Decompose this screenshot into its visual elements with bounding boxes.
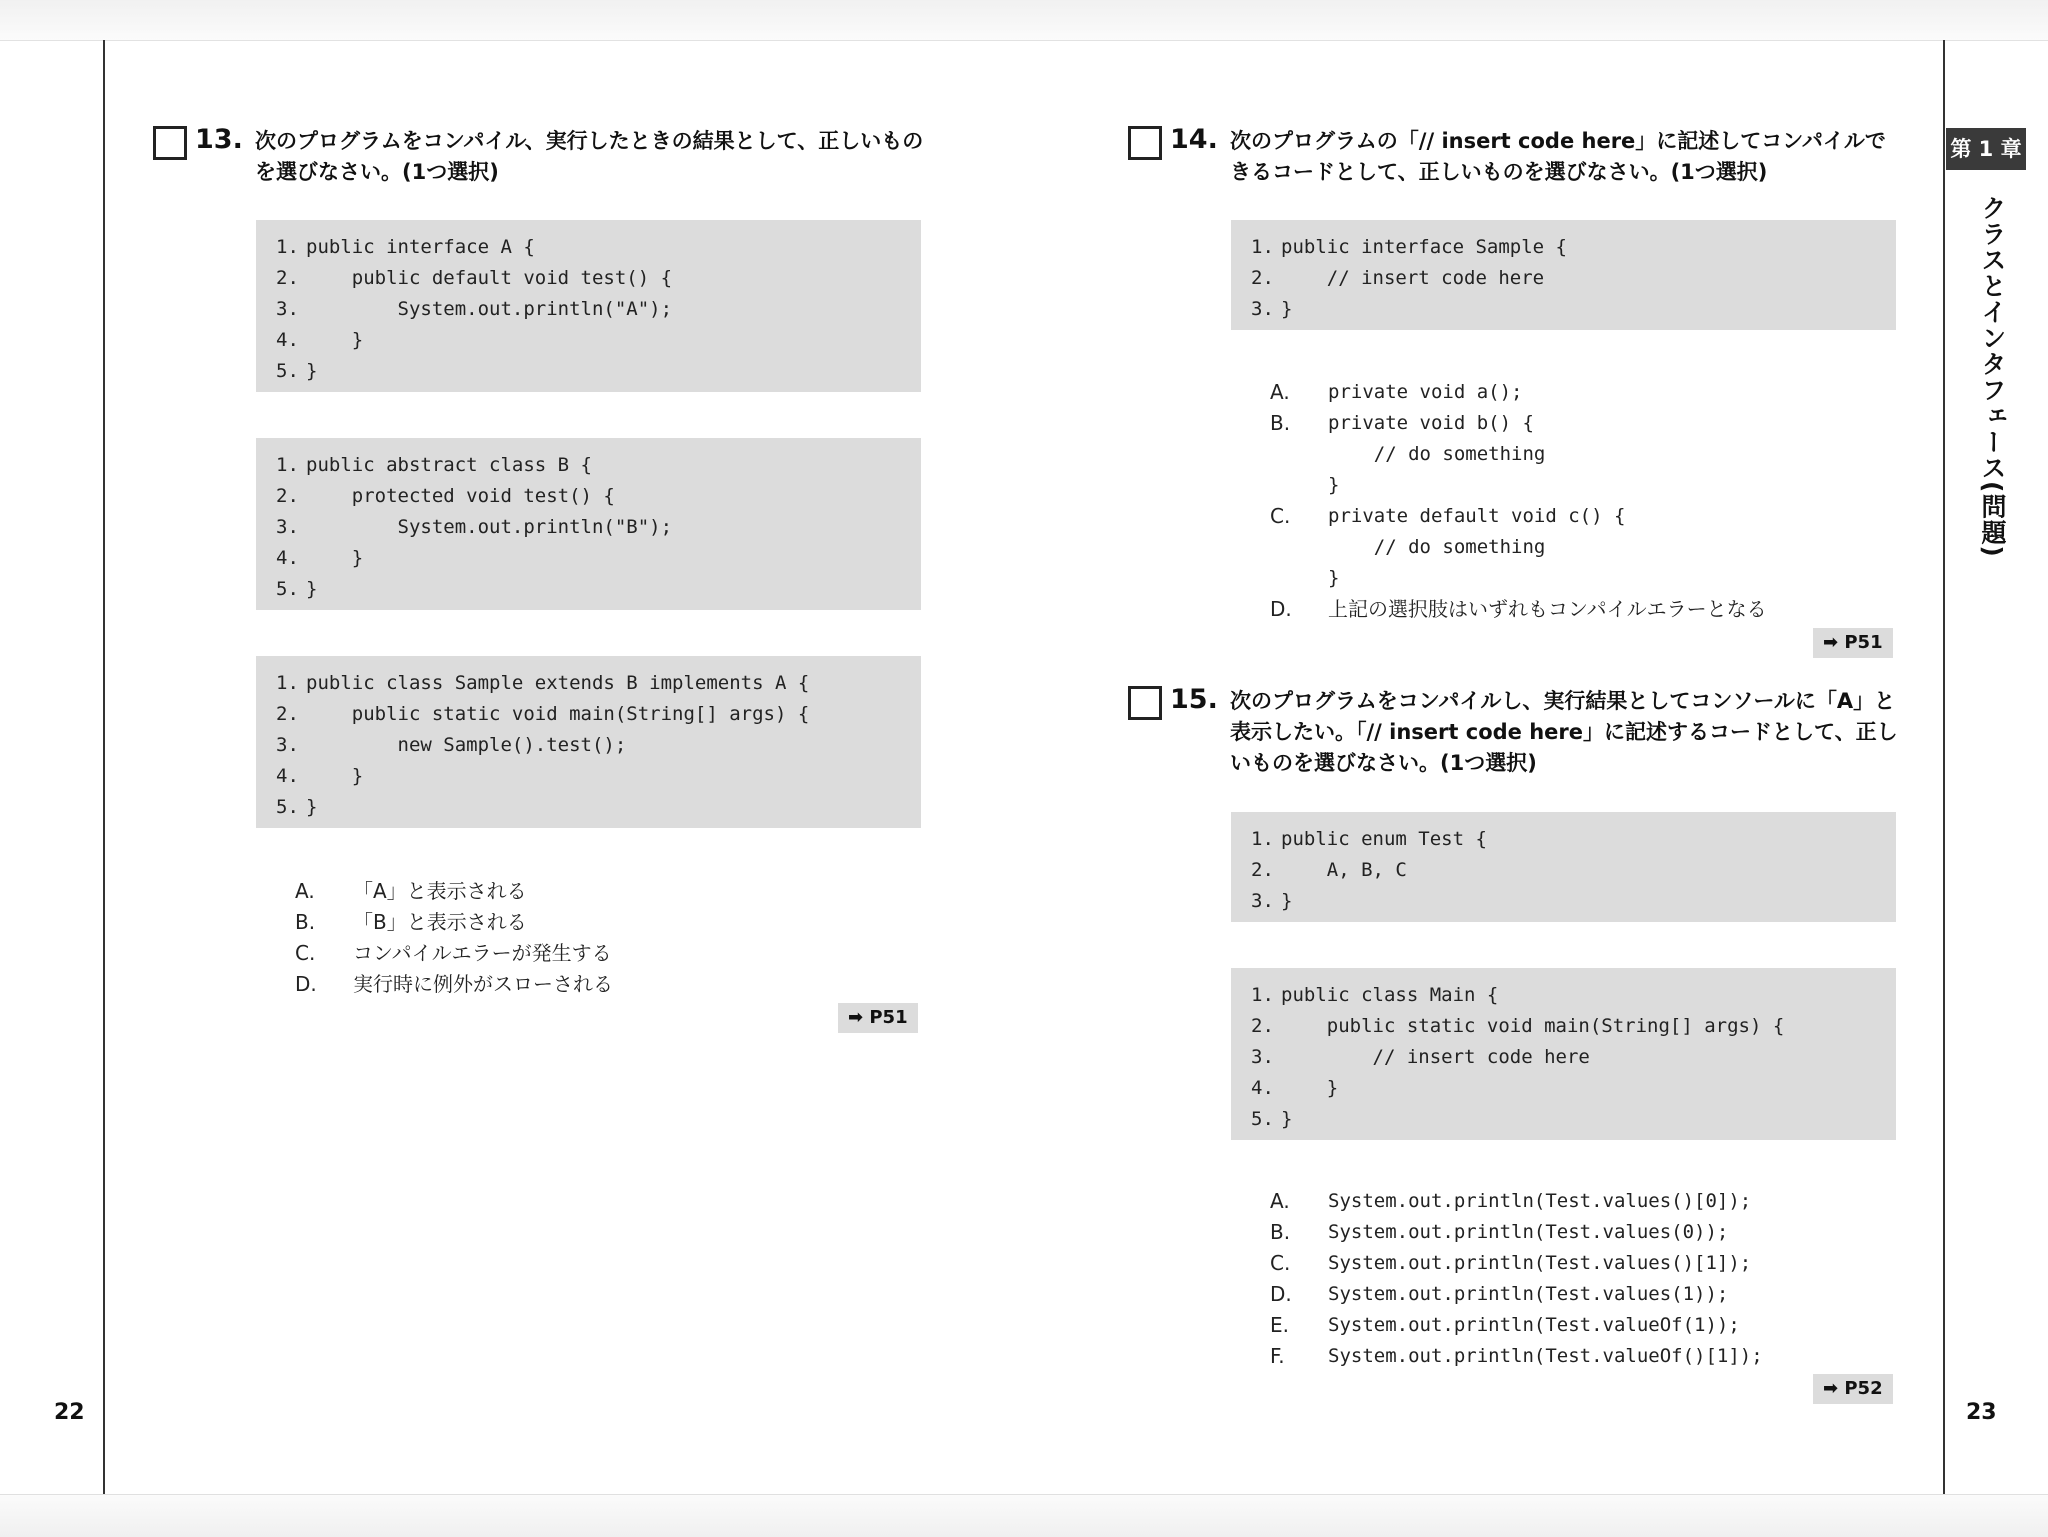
- code-line: [276, 294, 921, 325]
- question-15-text: 次のプログラムをコンパイルし、実行結果としてコンソールに「A」と表示したい。「// insert code here」に記述するコードとして、正しいものを選びなさい。(1つ選択): [1230, 689, 1898, 775]
- option-text: System.out.println(Test.values()[1]);: [1328, 1252, 1752, 1274]
- question-14-checkbox[interactable]: [1128, 126, 1162, 160]
- code-line-number: 3.: [1251, 298, 1274, 320]
- code-line: [276, 699, 921, 730]
- code-line: [1251, 263, 1896, 294]
- code-line-number: 1.: [276, 236, 299, 258]
- code-line: [1251, 294, 1896, 325]
- left-margin-line: [103, 40, 105, 1494]
- answer-option-a[interactable]: [1270, 1186, 1763, 1217]
- code-line-number: 5.: [276, 578, 299, 600]
- q15-answer-ref[interactable]: ➡ P52: [1813, 1374, 1893, 1404]
- option-text: System.out.println(Test.values(1));: [1328, 1283, 1729, 1305]
- page-number-left: 22: [54, 1400, 85, 1425]
- q14-option-b-line-3: }: [1328, 474, 1340, 496]
- answer-option-b[interactable]: [1270, 1217, 1763, 1248]
- option-text: 実行時に例外がスローされる: [353, 972, 613, 996]
- q15-code-block-1: [1231, 812, 1896, 922]
- q14-option-c-line-3: }: [1328, 567, 1340, 589]
- page-number-right: 23: [1966, 1400, 1997, 1425]
- option-label: D.: [295, 972, 317, 996]
- code-line-number: 2.: [276, 703, 299, 725]
- q15-options: [1270, 1186, 1763, 1372]
- code-line-text: System.out.println("B");: [306, 516, 673, 538]
- answer-option-b[interactable]: [295, 907, 613, 938]
- code-line-text: // insert code here: [1281, 1046, 1590, 1068]
- answer-option-c[interactable]: [295, 938, 613, 969]
- code-line-number: 4.: [276, 329, 299, 351]
- option-text: System.out.println(Test.values()[0]);: [1328, 1190, 1752, 1212]
- code-line-number: 2.: [1251, 859, 1274, 881]
- top-shadow-band: [0, 0, 2048, 41]
- option-label: B.: [1270, 1220, 1291, 1244]
- question-15-checkbox[interactable]: [1128, 686, 1162, 720]
- q13-answer-ref[interactable]: ➡ P51: [838, 1003, 918, 1033]
- code-line: [1251, 1042, 1896, 1073]
- code-line: [276, 574, 921, 605]
- code-line-number: 4.: [276, 765, 299, 787]
- code-line-text: }: [1281, 298, 1293, 320]
- code-line-number: 1.: [276, 454, 299, 476]
- code-line: [276, 450, 921, 481]
- option-label: A.: [1270, 1189, 1290, 1213]
- code-line-number: 1.: [1251, 984, 1274, 1006]
- code-line-number: 5.: [276, 796, 299, 818]
- code-line-text: protected void test() {: [306, 485, 615, 507]
- code-line-number: 4.: [1251, 1077, 1274, 1099]
- q13-code-block-1: [256, 220, 921, 392]
- option-label: C.: [1270, 1251, 1291, 1275]
- q14-option-b[interactable]: B. private void b() {: [1270, 411, 1534, 435]
- code-line: [276, 356, 921, 387]
- code-line: [276, 481, 921, 512]
- code-line-text: }: [306, 796, 318, 818]
- question-14-number: 14.: [1170, 124, 1218, 155]
- q13-code-block-3: [256, 656, 921, 828]
- option-text: 「B」と表示される: [353, 910, 527, 934]
- code-line-number: 1.: [276, 672, 299, 694]
- code-line-text: // insert code here: [1281, 267, 1545, 289]
- q15-code-block-2: [1231, 968, 1896, 1140]
- code-line: [1251, 855, 1896, 886]
- question-13-checkbox[interactable]: [153, 126, 187, 160]
- code-line-text: public interface Sample {: [1281, 236, 1567, 258]
- option-label: C.: [295, 941, 316, 965]
- question-15-number: 15.: [1170, 684, 1218, 715]
- q13-options: [295, 876, 613, 1000]
- code-line: [1251, 232, 1896, 263]
- code-line-text: public interface A {: [306, 236, 535, 258]
- code-line-number: 4.: [276, 547, 299, 569]
- code-line-number: 3.: [276, 516, 299, 538]
- question-13-number: 13.: [195, 124, 243, 155]
- q14-code-block-1: [1231, 220, 1896, 330]
- code-line-number: 1.: [1251, 236, 1274, 258]
- answer-option-f[interactable]: [1270, 1341, 1763, 1372]
- code-line-text: public enum Test {: [1281, 828, 1487, 850]
- code-line-text: A, B, C: [1281, 859, 1407, 881]
- code-line-number: 2.: [1251, 1015, 1274, 1037]
- q14-answer-ref[interactable]: ➡ P51: [1813, 628, 1893, 658]
- code-line-text: public class Sample extends B implements A {: [306, 672, 810, 694]
- option-text: コンパイルエラーが発生する: [353, 941, 612, 965]
- code-line: [1251, 1073, 1896, 1104]
- code-line-text: }: [306, 329, 364, 351]
- q14-option-c-line-2: // do something: [1328, 536, 1546, 558]
- code-line-text: System.out.println("A");: [306, 298, 673, 320]
- code-line-text: }: [306, 765, 364, 787]
- q13-code-block-2: [256, 438, 921, 610]
- code-line: [276, 792, 921, 823]
- answer-option-a[interactable]: [295, 876, 613, 907]
- code-line-number: 1.: [1251, 828, 1274, 850]
- code-line-text: public class Main {: [1281, 984, 1499, 1006]
- code-line: [1251, 886, 1896, 917]
- code-line-number: 5.: [1251, 1108, 1274, 1130]
- question-13-text: 次のプログラムをコンパイル、実行したときの結果として、正しいものを選びなさい。(1つ選択): [255, 129, 924, 184]
- code-line: [1251, 1011, 1896, 1042]
- code-line: [1251, 980, 1896, 1011]
- code-line-number: 3.: [276, 298, 299, 320]
- code-line: [276, 761, 921, 792]
- chapter-title: クラスとインタフェース(問題): [1978, 195, 2007, 558]
- code-line-number: 5.: [276, 360, 299, 382]
- option-label: B.: [295, 910, 316, 934]
- answer-option-c[interactable]: [1270, 1248, 1763, 1279]
- answer-option-e[interactable]: [1270, 1310, 1763, 1341]
- code-line: [276, 668, 921, 699]
- chapter-tab: 第 1 章: [1946, 128, 2026, 170]
- option-label: E.: [1270, 1313, 1289, 1337]
- code-line-text: }: [306, 360, 318, 382]
- q14-options: [1270, 377, 1767, 625]
- code-line: [276, 730, 921, 761]
- code-line: [276, 512, 921, 543]
- answer-option-d[interactable]: [295, 969, 613, 1000]
- code-line: [1251, 824, 1896, 855]
- code-line-number: 2.: [276, 485, 299, 507]
- q14-option-a[interactable]: A. private void a();: [1270, 380, 1523, 404]
- code-line-text: public static void main(String[] args) {: [1281, 1015, 1785, 1037]
- right-margin-line: [1943, 40, 1945, 1494]
- option-text: 「A」と表示される: [353, 879, 527, 903]
- code-line: [276, 543, 921, 574]
- code-line-text: }: [306, 578, 318, 600]
- code-line-number: 2.: [1251, 267, 1274, 289]
- code-line-text: }: [1281, 890, 1293, 912]
- q14-option-c[interactable]: C. private default void c() {: [1270, 504, 1626, 528]
- option-text: System.out.println(Test.valueOf(1));: [1328, 1314, 1740, 1336]
- answer-option-d[interactable]: [1270, 1279, 1763, 1310]
- code-line-number: 3.: [1251, 890, 1274, 912]
- q14-option-b-line-2: // do something: [1328, 443, 1546, 465]
- code-line-text: }: [306, 547, 364, 569]
- code-line-text: }: [1281, 1108, 1293, 1130]
- option-text: System.out.println(Test.values(0));: [1328, 1221, 1729, 1243]
- code-line: [276, 263, 921, 294]
- code-line-text: public default void test() {: [306, 267, 673, 289]
- code-line-text: public abstract class B {: [306, 454, 592, 476]
- code-line-text: public static void main(String[] args) {: [306, 703, 810, 725]
- code-line-number: 2.: [276, 267, 299, 289]
- option-label: F.: [1270, 1344, 1285, 1368]
- code-line-number: 3.: [1251, 1046, 1274, 1068]
- option-text: System.out.println(Test.valueOf()[1]);: [1328, 1345, 1763, 1367]
- code-line-text: }: [1281, 1077, 1339, 1099]
- option-label: A.: [295, 879, 315, 903]
- question-14-text: 次のプログラムの「// insert code here」に記述してコンパイルできるコードとして、正しいものを選びなさい。(1つ選択): [1230, 129, 1886, 184]
- code-line: [1251, 1104, 1896, 1135]
- bottom-shadow-band: [0, 1494, 2048, 1537]
- code-line-number: 3.: [276, 734, 299, 756]
- code-line: [276, 325, 921, 356]
- q14-option-d[interactable]: D. 上記の選択肢はいずれもコンパイルエラーとなる: [1270, 597, 1767, 621]
- code-line: [276, 232, 921, 263]
- code-line-text: new Sample().test();: [306, 734, 627, 756]
- option-label: D.: [1270, 1282, 1292, 1306]
